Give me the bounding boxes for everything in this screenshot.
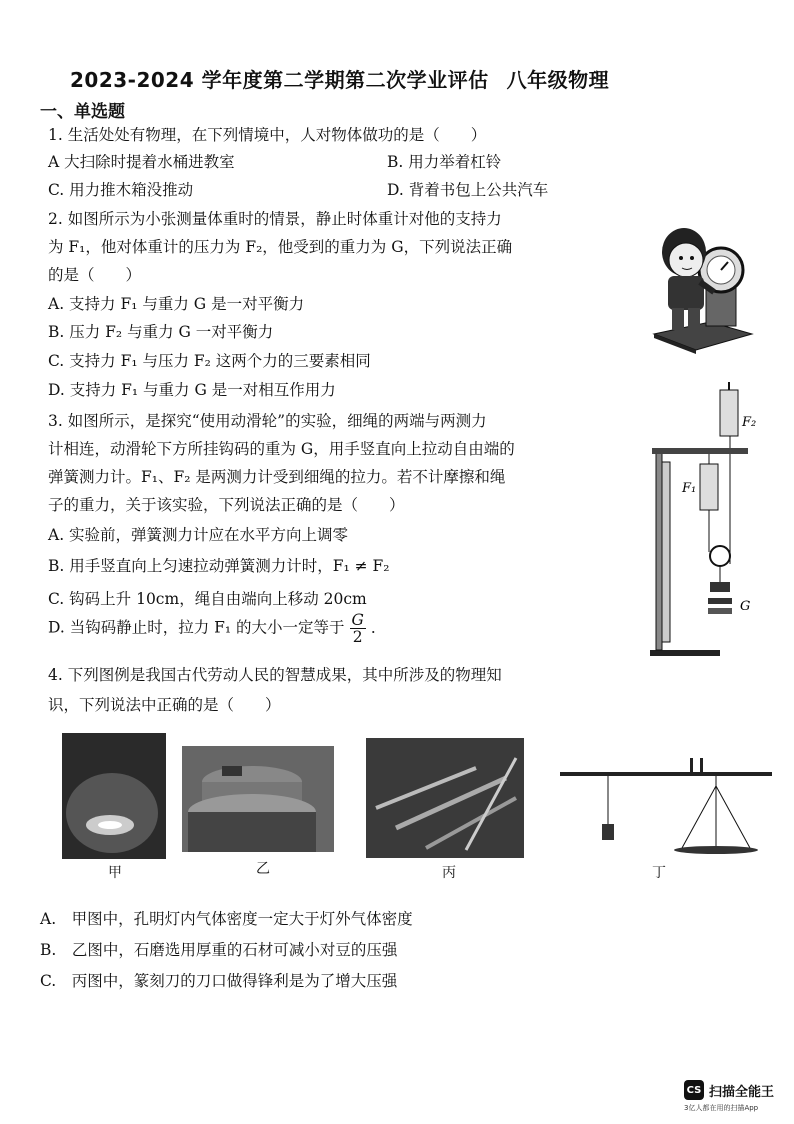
q1-option-c: C. 用力推木箱没推动 (48, 181, 194, 199)
q3-option-b: B. 用手竖直向上匀速拉动弹簧测力计时，F₁ ≠ F₂ (48, 557, 390, 575)
fraction-numerator: G (351, 611, 364, 629)
q2-option-b: B. 压力 F₂ 与重力 G 一对平衡力 (48, 323, 274, 341)
caption-jia: 甲 (108, 865, 122, 881)
q3-line2: 计相连，动滑轮下方所挂钩码的重为 G，用手竖直向上拉动自由端的 (48, 440, 515, 458)
label-f2: F₂ (742, 415, 757, 430)
watermark-subtitle: 3亿人都在用的扫描App (684, 1104, 759, 1112)
caption-ding: 丁 (652, 865, 666, 881)
q1-stem: 1. 生活处处有物理，在下列情境中，人对物体做功的是（ ） (48, 126, 487, 144)
q3-option-d-suffix: ． (370, 618, 387, 637)
q3-option-d (48, 612, 386, 645)
q3-option-c: C. 钩码上升 10cm，绳自由端向上移动 20cm (48, 590, 367, 608)
section-heading: 一、单选题 (40, 102, 125, 122)
q2-line2: 为 F₁，他对体重计的压力为 F₂，他受到的重力为 G，下列说法正确 (48, 238, 513, 256)
camscanner-logo-icon: CS (684, 1080, 704, 1100)
page-title (70, 64, 609, 93)
label-f1: F₁ (682, 481, 697, 496)
caption-yi: 乙 (256, 861, 270, 877)
steelyard-balance-figure (560, 752, 772, 856)
q1-option-d: D. 背着书包上公共汽车 (387, 181, 549, 199)
title-subject: 八年级物理 (506, 68, 610, 92)
q2-line3: 的是（ ） (48, 266, 142, 284)
q2-line1: 2. 如图所示为小张测量体重时的情景，静止时体重计对他的支持力 (48, 210, 502, 228)
caption-bing: 丙 (442, 865, 456, 881)
q3-line4: 子的重力，关于该实验，下列说法正确的是（ ） (48, 496, 405, 514)
q2-option-c: C. 支持力 F₁ 与压力 F₂ 这两个力的三要素相同 (48, 352, 371, 370)
q4-option-c: C. 丙图中，篆刻刀的刀口做得锋利是为了增大压强 (40, 972, 398, 990)
q2-option-a: A. 支持力 F₁ 与重力 G 是一对平衡力 (48, 295, 305, 313)
carving-knives-photo (366, 738, 524, 858)
q3-line1: 3. 如图所示，是探究“使用动滑轮”的实验，细绳的两端与两测力 (48, 412, 487, 430)
q3-option-d-text: D. 当钩码静止时，拉力 F₁ 的大小一定等于 (48, 618, 345, 637)
q4-option-b: B. 乙图中，石磨选用厚重的石材可减小对豆的压强 (40, 941, 398, 959)
q3-option-a: A. 实验前，弹簧测力计应在水平方向上调零 (48, 526, 349, 544)
q2-option-d: D. 支持力 F₁ 与重力 G 是一对相互作用力 (48, 381, 336, 399)
label-g: G (740, 599, 751, 614)
scale-person-figure (648, 222, 758, 354)
q3-line3: 弹簧测力计。F₁、F₂ 是两测力计受到细绳的拉力。若不计摩擦和绳 (48, 468, 506, 486)
watermark-name: 扫描全能王 (709, 1084, 775, 1100)
q4-line1: 4. 下列图例是我国古代劳动人民的智慧成果，其中所涉及的物理知 (48, 666, 502, 684)
fraction-denominator: 2 (352, 628, 363, 646)
stone-mill-photo (182, 746, 334, 852)
fraction-g-over-2 (350, 612, 366, 645)
title-main: 2023-2024 学年度第二学期第二次学业评估 (70, 68, 489, 92)
q4-line2: 识，下列说法中正确的是（ ） (48, 696, 281, 714)
q1-option-b: B. 用力举着杠铃 (387, 153, 502, 171)
q4-option-a: A. 甲图中，孔明灯内气体密度一定大于灯外气体密度 (40, 910, 413, 928)
kongming-lantern-photo (62, 733, 166, 859)
pulley-apparatus-figure (650, 382, 770, 660)
q1-option-a: A 大扫除时提着水桶进教室 (48, 153, 235, 171)
scanner-watermark (684, 1080, 774, 1100)
